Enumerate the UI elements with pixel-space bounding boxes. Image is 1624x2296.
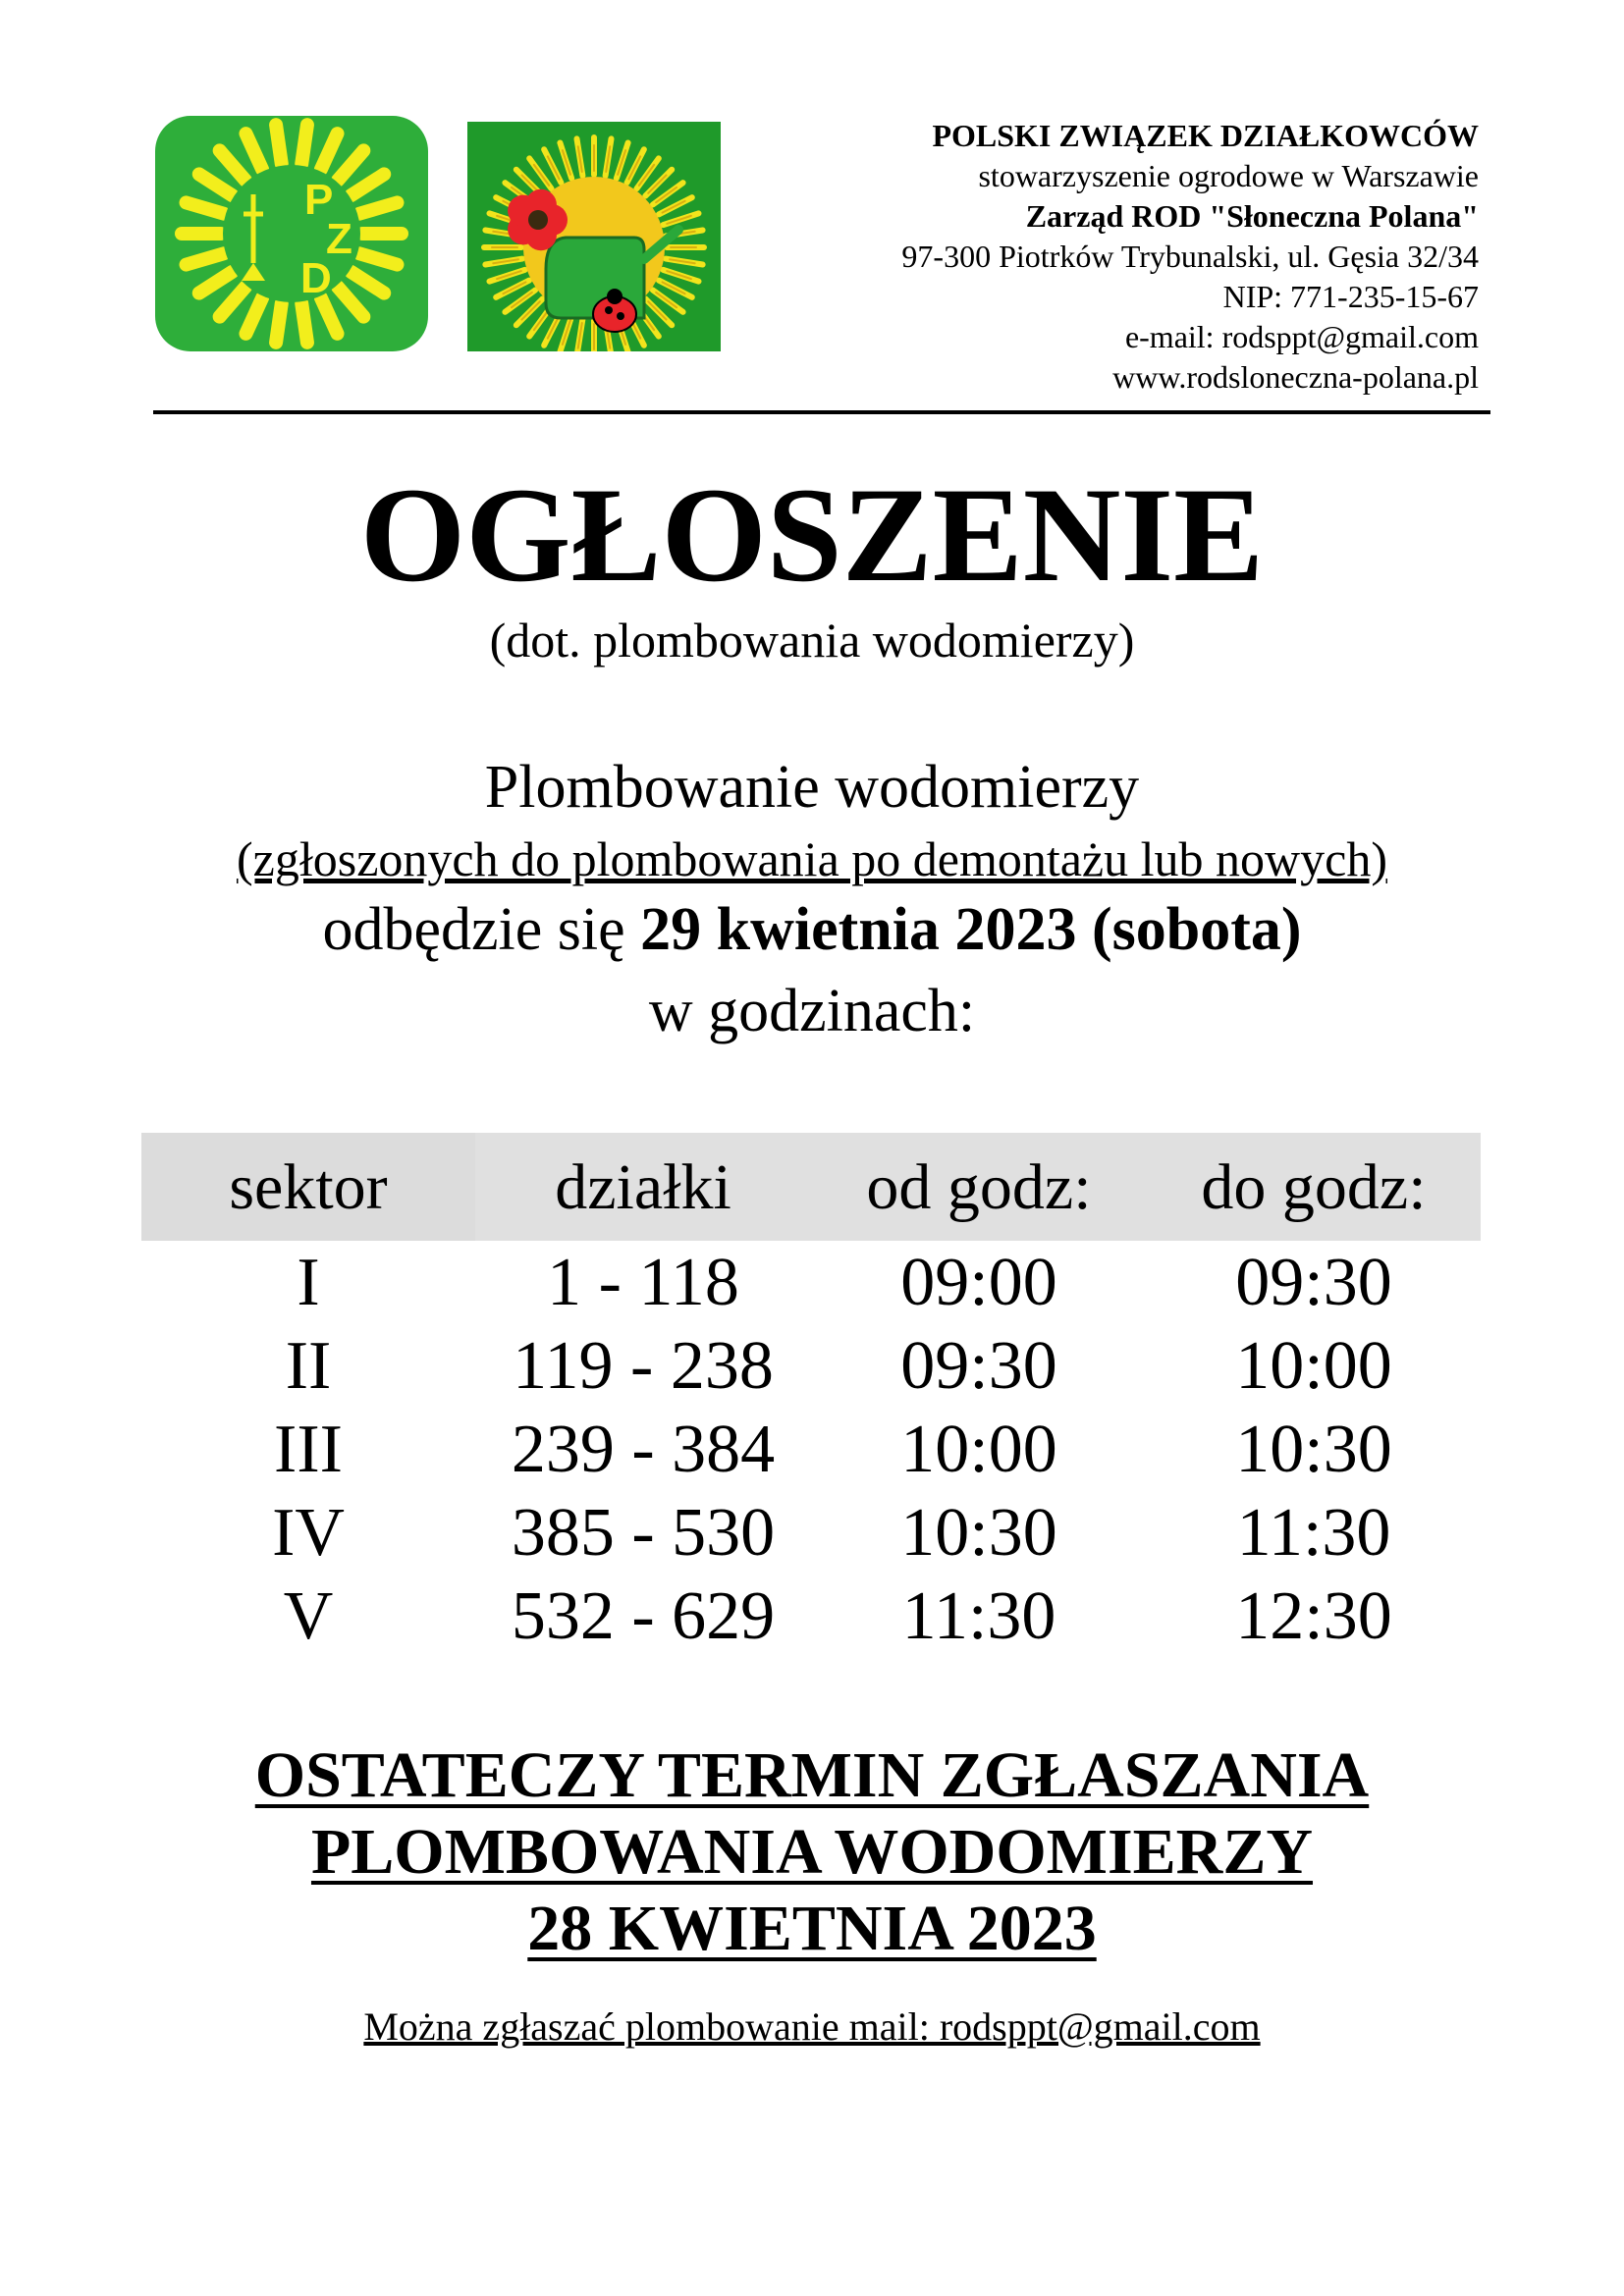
table-row	[141, 1491, 1481, 1575]
cell-plots: 1 - 118	[547, 1245, 739, 1320]
schedule-header-row	[141, 1133, 1481, 1241]
cell-sector: III	[274, 1412, 343, 1487]
deadline-block	[0, 1737, 1624, 1967]
cell-sector: V	[283, 1578, 334, 1654]
cell-sector: I	[297, 1245, 320, 1320]
deadline-line-1: OSTATECZY TERMIN ZGŁASZANIA	[254, 1739, 1370, 1811]
footer-note: Można zgłaszać plombowanie mail: rodsppt@gmail.com	[363, 2004, 1261, 2049]
header-sector: sektor	[141, 1133, 475, 1241]
deadline-line-3: 28 KWIETNIA 2023	[527, 1893, 1097, 1964]
header-to: do godz:	[1201, 1150, 1427, 1223]
header-plots: działki	[555, 1150, 731, 1223]
notice-line-1: Plombowanie wodomierzy	[484, 754, 1140, 821]
notice-line-3-prefix: odbędzie się	[322, 896, 641, 963]
organization-header	[791, 116, 1479, 398]
org-board: Zarząd ROD "Słoneczna Polana"	[1025, 198, 1479, 234]
header-divider	[153, 410, 1490, 414]
notice-line-3	[0, 893, 1624, 966]
pzd-letter-p: P	[304, 176, 334, 224]
org-website: www.rodsloneczna-polana.pl	[1112, 359, 1479, 395]
cell-sector: IV	[272, 1495, 345, 1571]
notice-subtitle: (dot. plombowania wodomierzy)	[489, 613, 1135, 667]
cell-plots: 532 - 629	[511, 1578, 776, 1654]
cell-from: 09:30	[900, 1328, 1057, 1404]
notice-line-2: (zgłoszonych do plombowania po demontażu lub nowych)	[237, 831, 1387, 886]
cell-from: 11:30	[901, 1578, 1056, 1654]
table-row	[141, 1324, 1481, 1408]
cell-from: 09:00	[900, 1245, 1057, 1320]
cell-from: 10:30	[900, 1495, 1057, 1571]
org-email: e-mail: rodsppt@gmail.com	[1124, 319, 1479, 354]
rod-logo	[467, 122, 721, 351]
cell-to: 12:30	[1235, 1578, 1392, 1654]
table-row	[141, 1241, 1481, 1324]
cell-to: 10:30	[1235, 1412, 1392, 1487]
notice-title: OGŁOSZENIE	[359, 459, 1265, 610]
cell-from: 10:00	[900, 1412, 1057, 1487]
cell-sector: II	[285, 1328, 332, 1404]
header-from: od godz:	[866, 1150, 1092, 1223]
org-address: 97-300 Piotrków Trybunalski, ul. Gęsia 32/34	[901, 239, 1479, 274]
cell-plots: 119 - 238	[513, 1328, 774, 1404]
notice-date: 29 kwietnia 2023 (sobota)	[640, 896, 1302, 963]
org-nip: NIP: 771-235-15-67	[1222, 279, 1479, 314]
cell-to: 10:00	[1235, 1328, 1392, 1404]
cell-to: 11:30	[1236, 1495, 1391, 1571]
cell-plots: 239 - 384	[511, 1412, 776, 1487]
table-row	[141, 1575, 1481, 1658]
pzd-logo	[155, 116, 428, 351]
org-name: POLSKI ZWIĄZEK DZIAŁKOWCÓW	[932, 118, 1479, 153]
pzd-letter-z: Z	[326, 215, 352, 263]
rod-sunflower-icon	[467, 122, 721, 351]
schedule-table	[141, 1133, 1481, 1658]
pzd-sunflower-icon	[155, 116, 428, 351]
table-row	[141, 1408, 1481, 1491]
deadline-line-2: PLOMBOWANIA WODOMIERZY	[310, 1816, 1314, 1888]
notice-line-4: w godzinach:	[648, 978, 976, 1044]
org-association: stowarzyszenie ogrodowe w Warszawie	[978, 158, 1479, 193]
cell-plots: 385 - 530	[511, 1495, 776, 1571]
pzd-letter-d: D	[300, 254, 332, 302]
cell-to: 09:30	[1235, 1245, 1392, 1320]
